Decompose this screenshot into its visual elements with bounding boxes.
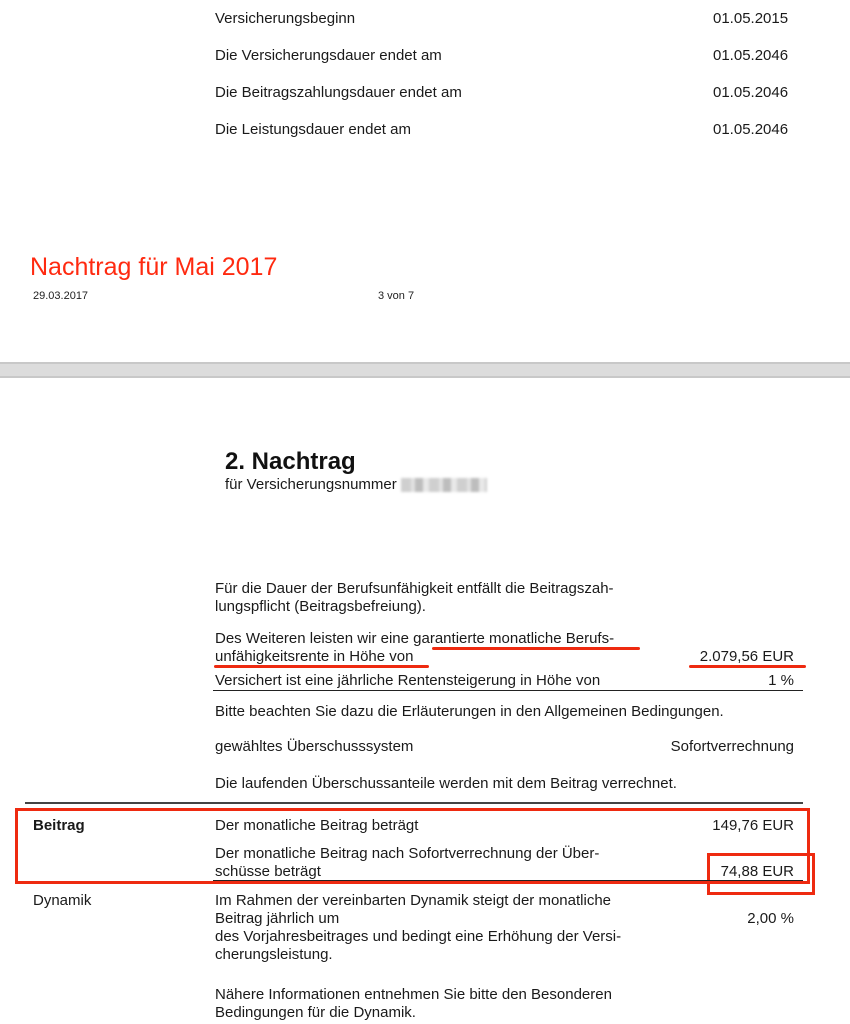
rente-prefix: Des Weiteren leisten wir eine [215, 630, 414, 647]
divider [213, 880, 803, 881]
steigerung-value: 1 % [768, 672, 794, 689]
beitrag-row2-value: 74,88 EUR [720, 863, 794, 880]
beitrag-row1-label: Der monatliche Beitrag beträgt [215, 817, 419, 834]
dynamik-line: Im Rahmen der vereinbarten Dynamik steigt der monatliche [215, 892, 612, 909]
row-value: 01.05.2046 [713, 84, 789, 101]
subtitle [225, 476, 487, 494]
page-separator [0, 362, 850, 378]
highlight-underline [689, 665, 806, 668]
more-info-line: Nähere Informationen entnehmen Sie bitte den Besonderen [215, 986, 612, 1003]
row-label: Die Versicherungsdauer endet am [215, 47, 442, 64]
row-label: Versicherungsbeginn [215, 10, 356, 27]
paragraph-line: Für die Dauer der Berufsunfähigkeit entfällt die Beitragszah- [215, 580, 614, 597]
rente-highlight: garantierte monatliche Berufs- [413, 630, 615, 647]
hinweis-text: Bitte beachten Sie dazu die Erläuterungen in den Allgemeinen Bedingungen. [215, 703, 724, 720]
row-label: Die Leistungsdauer endet am [215, 121, 411, 138]
footer-date: 29.03.2017 [33, 290, 89, 302]
divider [213, 690, 803, 691]
rente-line-2: unfähigkeitsrente in Höhe von [215, 648, 414, 665]
highlight-underline [432, 647, 640, 650]
rente-value: 2.079,56 EUR [699, 648, 794, 665]
row-label: Die Beitragszahlungsdauer endet am [215, 84, 462, 101]
section-label-beitrag: Beitrag [33, 817, 85, 834]
dynamik-value: 2,00 % [747, 910, 794, 927]
dynamik-line: Beitrag jährlich um [215, 910, 340, 927]
more-info-line: Bedingungen für die Dynamik. [215, 1004, 416, 1021]
beitrag-row1-value: 149,76 EUR [712, 817, 794, 834]
steigerung-label: Versichert ist eine jährliche Rentensteigerung in Höhe von [215, 672, 601, 689]
ueberschuss-label: gewähltes Überschusssystem [215, 738, 414, 755]
subtitle-text: für Versicherungsnummer [225, 476, 397, 493]
highlight-underline [214, 665, 429, 668]
verrechnung-text: Die laufenden Überschussanteile werden mit dem Beitrag verrechnet. [215, 775, 677, 792]
ueberschuss-value: Sofortverrechnung [670, 738, 794, 755]
section-label-dynamik: Dynamik [33, 892, 92, 909]
dynamik-line: cherungsleistung. [215, 946, 333, 963]
beitrag-row2-line2: schüsse beträgt [215, 863, 321, 880]
redacted-policy-number [401, 478, 487, 492]
footer-page-number: 3 von 7 [378, 290, 415, 302]
annotation-title: Nachtrag für Mai 2017 [30, 253, 278, 281]
paragraph-line: lungspflicht (Beitragsbefreiung). [215, 598, 426, 615]
row-value: 01.05.2046 [713, 47, 789, 64]
row-value: 01.05.2046 [713, 121, 789, 138]
rente-line-1 [215, 630, 614, 648]
row-value: 01.05.2015 [713, 10, 789, 27]
section-divider [25, 802, 803, 804]
dynamik-line: des Vorjahresbeitrages und bedingt eine Erhöhung der Versi- [215, 928, 622, 945]
beitrag-row2-line1: Der monatliche Beitrag nach Sofortverrechnung der Über- [215, 845, 600, 862]
page-title: 2. Nachtrag [225, 448, 356, 475]
